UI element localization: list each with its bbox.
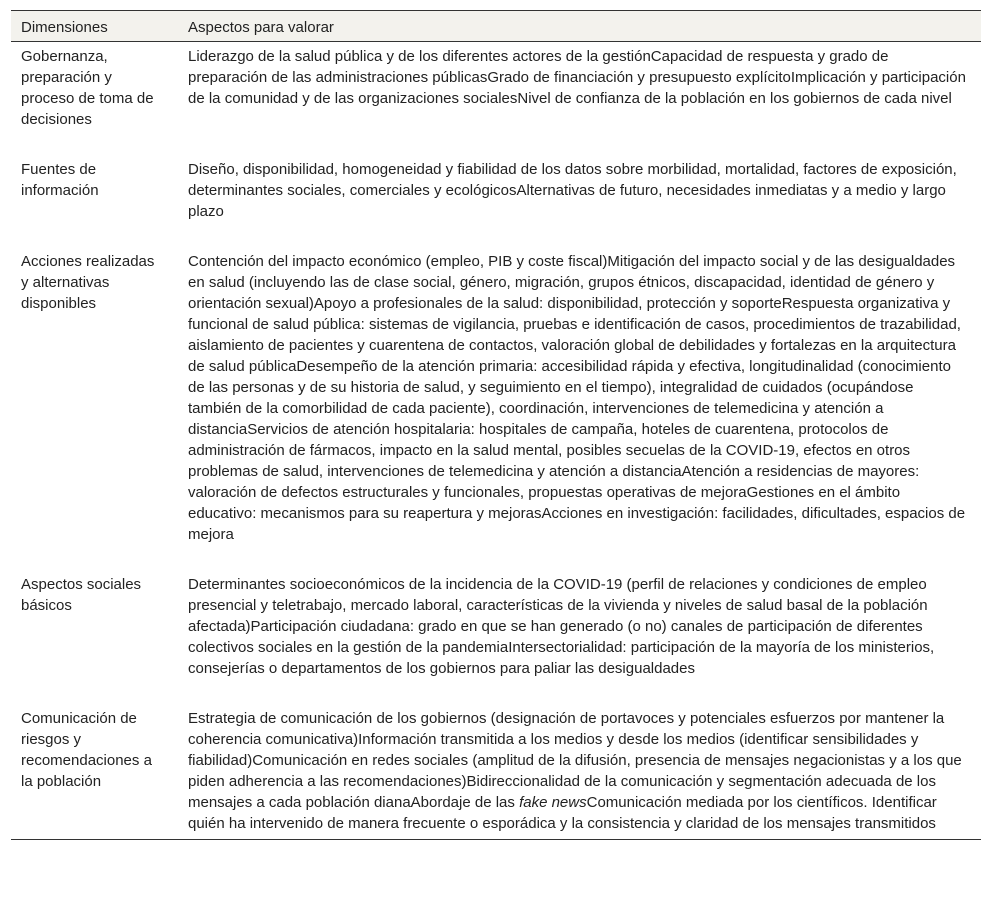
fake-news-term: fake news [519, 794, 587, 811]
header-dimensions: Dimensiones [11, 11, 178, 42]
table-row [11, 570, 981, 704]
row-aspects-cell: Diseño, disponibilidad, homogeneidad y fiabilidad de los datos sobre morbilidad, mortalidad, factores de exposición, determinantes sociales, comerciales y ecológicosAlternativas de futuro, necesidades inmediatas y a medio y largo plazo [188, 161, 957, 220]
row-dimension-cell: Aspectos sociales básicos [21, 576, 142, 614]
table-row [11, 247, 981, 570]
header-aspects: Aspectos para valorar [178, 11, 981, 42]
aspects-text-after: Comunicación mediada por los científicos. Identificar quién ha intervenido de manera frecuente o esporádica y la consistencia y claridad de los mensajes transmitidos [188, 794, 937, 832]
row-aspects-cell: Determinantes socioeconómicos de la incidencia de la COVID-19 (perfil de relaciones y condiciones de empleo presencial y teletrabajo, mercado laboral, características de la vivienda y niveles de salud basal de la población afectada)Participación ciudadana: grado en que se han generado (o no) canales de participación de diferentes colectivos sociales en la gestión de la pandemiaIntersectorialidad: participación de la mayoría de los ministerios, consejerías o departamentos de los gobiernos para paliar las desigualdades [188, 576, 935, 677]
aspects-text-before: Estrategia de comunicación de los gobiernos (designación de portavoces y potenciales esfuerzos por mantener la coherencia comunicativa)Información transmitida a los medios y desde los medios (identificar sensibilidades y fiabilidad)Comunicación en redes sociales (amplitud de la difusión, presencia de mensajes negacionistas y a los que piden adherencia a las recomendaciones)Bidireccionalidad de la comunicación y segmentación adecuada de los mensajes a cada población dianaAbordaje de las [188, 710, 962, 811]
row-aspects-cell: Contención del impacto económico (empleo, PIB y coste fiscal)Mitigación del impacto social y de las desigualdades en salud (incluyendo las de clase social, género, migración, grupos étnicos, discapacidad, identidad de género y orientación sexual)Apoyo a profesionales de la salud: disponibilidad, protección y soporteRespuesta organizativa y funcional de salud pública: sistemas de vigilancia, pruebas e identificación de casos, procedimientos de trazabilidad, aislamiento de pacientes y cuarentena de contactos, valoración global de debilidades y fortalezas en la arquitectura de salud públicaDesempeño de la atención primaria: accesibilidad rápida y efectiva, longitudinalidad (conocimiento de las personas y de su historia de salud, y seguimiento en el tiempo), integralidad de cuidados (ocupándose también de la comorbilidad de cada paciente), coordinación, intervenciones de telemedicina y atención a distanciaServicios de atención hospitalaria: hospitales de campaña, hoteles de cuarentena, protocolos de administración de fármacos, impacto en la salud mental, posibles secuelas de la COVID-19, efectos en otros problemas de salud, intervenciones de telemedicina y atención a distanciaAtención a residencias de mayores: valoración de defectos estructurales y funcionales, propuestas operativas de mejoraGestiones en el ámbito educativo: mecanismos para su reapertura y mejorasAcciones en investigación: facilidades, dificultades, espacios de mejora [188, 253, 966, 543]
row-aspects-cell: Liderazgo de la salud pública y de los diferentes actores de la gestiónCapacidad de respuesta y grado de preparación de las administraciones públicasGrado de financiación y presupuesto explícitoImplicación y participación de la comunidad y de las organizaciones socialesNivel de confianza de la población en los gobiernos de cada nivel [188, 48, 966, 107]
header-row [11, 11, 981, 42]
row-dimension-cell: Comunicación de riesgos y recomendaciones a la población [11, 704, 178, 840]
table-row [11, 704, 981, 840]
table-row [11, 155, 981, 247]
table-body [11, 42, 981, 840]
row-dimension-cell: Acciones realizadas y alternativas disponibles [21, 253, 155, 312]
row-dimension-cell: Fuentes de información [21, 161, 99, 199]
row-dimension-cell: Gobernanza, preparación y proceso de toma de decisiones [21, 48, 154, 128]
table-header [11, 11, 981, 42]
dimensions-table [11, 10, 981, 840]
table-row [11, 42, 981, 156]
row-aspects-cell [178, 704, 981, 840]
